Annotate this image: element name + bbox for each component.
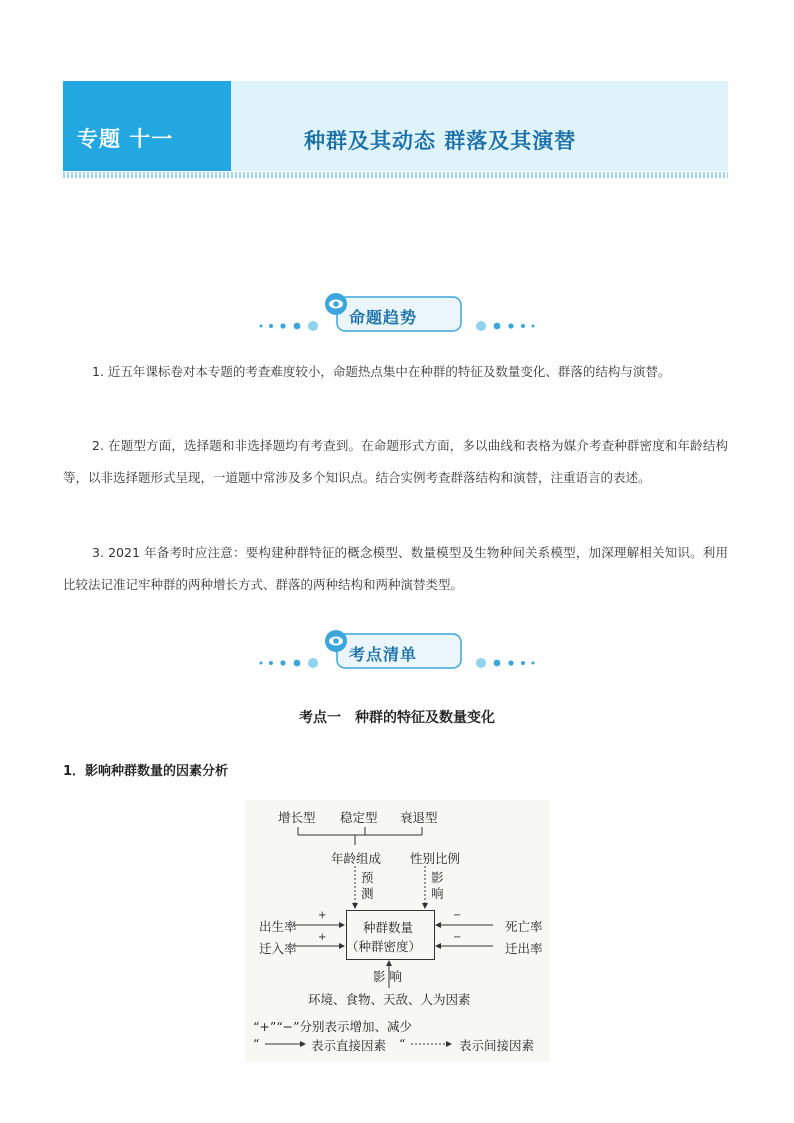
legend-sign-meaning: “+”“−”分别表示增加、减少 — [253, 1019, 413, 1034]
topic-badge — [63, 81, 231, 171]
section-header-trend — [237, 293, 557, 333]
legend-quote: “ — [399, 1036, 406, 1051]
birth-rate-label: 出生率 — [259, 919, 297, 934]
sex-ratio-label: 性别比例 — [410, 851, 461, 866]
population-factors-diagram — [245, 800, 550, 1062]
population-count-label: 种群数量 — [363, 920, 414, 935]
section-label: 考点清单 — [349, 645, 418, 664]
minus-sign: − — [453, 932, 462, 943]
immigration-rate-label: 迁入率 — [259, 941, 297, 956]
legend-direct-label: 表示直接因素 — [311, 1038, 387, 1053]
bottom-influence-label: 影 响 — [373, 969, 402, 984]
kaodian-title: 考点一 种群的特征及数量变化 — [299, 710, 495, 726]
trend-paragraph-2: 2. 在题型方面，选择题和非选择题均有考查到。在命题形式方面，多以曲线和表格为媒介考查种群密度和年龄结构等，以非选择题形式呈现，一道题中常涉及多个知识点。结合实例考查群落结构和演替，注重语言的表述。 — [63, 438, 728, 485]
influence-label: 影响 — [431, 870, 444, 901]
age-structure-label: 年龄组成 — [331, 851, 382, 866]
factors-label: 环境、食物、天敌、人为因素 — [308, 992, 471, 1007]
population-density-label: （种群密度） — [346, 939, 422, 954]
section-label: 命题趋势 — [349, 308, 418, 327]
trend-paragraph-1: 1. 近五年课标卷对本专题的考查难度较小，命题热点集中在种群的特征及数量变化、群落的结构与演替。 — [92, 364, 671, 379]
subsection-title: 1．影响种群数量的因素分析 — [63, 764, 229, 779]
minus-sign: − — [453, 910, 462, 921]
legend-indirect-label: 表示间接因素 — [459, 1038, 535, 1053]
topic-label: 专题 十一 — [77, 127, 174, 151]
emigration-rate-label: 迁出率 — [505, 941, 543, 956]
plus-sign: + — [318, 932, 327, 943]
trend-paragraph-3: 3. 2021 年备考时应注意：要构建种群特征的概念模型、数量模型及生物种间关系模型，加深理解相关知识。利用比较法记准记牢种群的两种增长方式、群落的两种结构和两种演替类型。 — [63, 545, 728, 592]
banner-divider — [63, 172, 728, 178]
death-rate-label: 死亡率 — [505, 919, 543, 934]
age-type-growth: 增长型 — [278, 810, 316, 825]
age-type-stable: 稳定型 — [340, 810, 378, 825]
predict-label: 预测 — [361, 870, 374, 901]
age-type-decline: 衰退型 — [400, 810, 438, 825]
eye-icon — [325, 630, 347, 652]
page-title: 种群及其动态 群落及其演替 — [304, 129, 577, 153]
section-header-checklist — [237, 630, 557, 670]
legend-quote: “ — [253, 1036, 260, 1051]
eye-icon — [325, 293, 347, 315]
plus-sign: + — [318, 910, 327, 921]
